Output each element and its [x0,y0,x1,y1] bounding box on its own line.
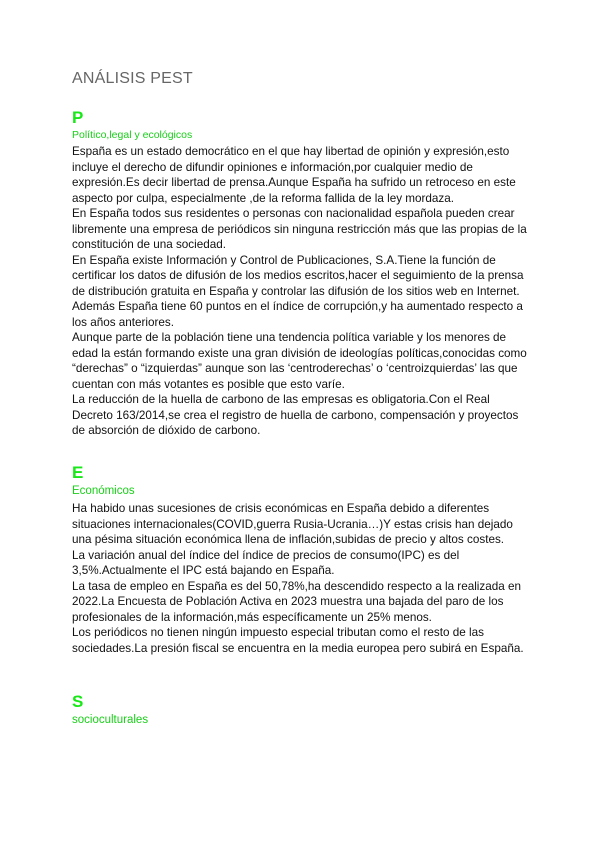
section-politico [72,108,532,439]
section-letter: E [72,463,84,482]
paragraph: La tasa de empleo en España es del 50,78%,ha descendido respecto a la realizada en 2022.La Encuesta de Población Activa en 2023 muestra una bajada del paro de los profesionales de la información,más específicamente un 25% menos. [72,579,521,624]
paragraph: Además España tiene 60 puntos en el índice de corrupción,y ha aumentado respecto a los años anteriores. [72,300,523,329]
paragraph: En España existe Información y Control de Publicaciones, S.A.Tiene la función de certificar los datos de difusión de los medios escritos,hacer el seguimiento de la prensa de distribución gratuita en España y controlar las difusión de los sitios web en Internet. [72,253,524,298]
paragraph: En España todos sus residentes o personas con nacionalidad española pueden crear libremente una empresa de periódicos sin ninguna restricción más que las propias de la constitución de una sociedad. [72,207,527,251]
section-letter: S [72,692,84,711]
paragraph: Aunque parte de la población tiene una tendencia política variable y los menores de edad la están formando existe una gran división de ideologías políticas,conocidas como “derechas” o “izquierdas” aunque son las ‘centroderechas’ o ‘centroizquierdas’ las que cuentan con más votantes es posible que esto varíe. [72,331,527,391]
paragraph: Ha habido unas sucesiones de crisis económicas en España debido a diferentes situaciones internacionales(COVID,guerra Rusia-Ucrania…)Y estas crisis han dejado una pésima situación económica llena de inflación,subidas de precio y altos costes. [72,502,513,546]
section-subtitle: Político,legal y ecológicos [72,129,193,141]
paragraph: España es un estado democrático en el que hay libertad de opinión y expresión,esto incluye el derecho de difundir opiniones e información,por cualquier medio de expresión.Es decir libertad de prensa.Aunque España ha sufrido un retroceso en este aspecto por culpa, especialmente ,de la reforma fallida de la ley mordaza. [72,145,516,205]
section-subtitle: Económicos [72,485,135,497]
paragraph: La reducción de la huella de carbono de las empresas es obligatoria.Con el Real Decreto 163/2014,se crea el registro de huella de carbono, compensación y proyectos de absorción de dióxido de carbono. [72,393,519,437]
paragraph: La variación anual del índice del índice de precios de consumo(IPC) es del 3,5%.Actualmente el IPC está bajando en España. [72,548,460,577]
section-economicos [72,463,532,656]
paragraph: Los periódicos no tienen ningún impuesto especial tributan como el resto de las sociedades.La presión fiscal se encuentra en la media europea pero subirá en España. [72,626,524,655]
section-subtitle: socioculturales [72,714,149,726]
section-letter: P [72,108,84,127]
page-title: ANÁLISIS PEST [72,70,193,87]
section-socioculturales [72,692,532,730]
